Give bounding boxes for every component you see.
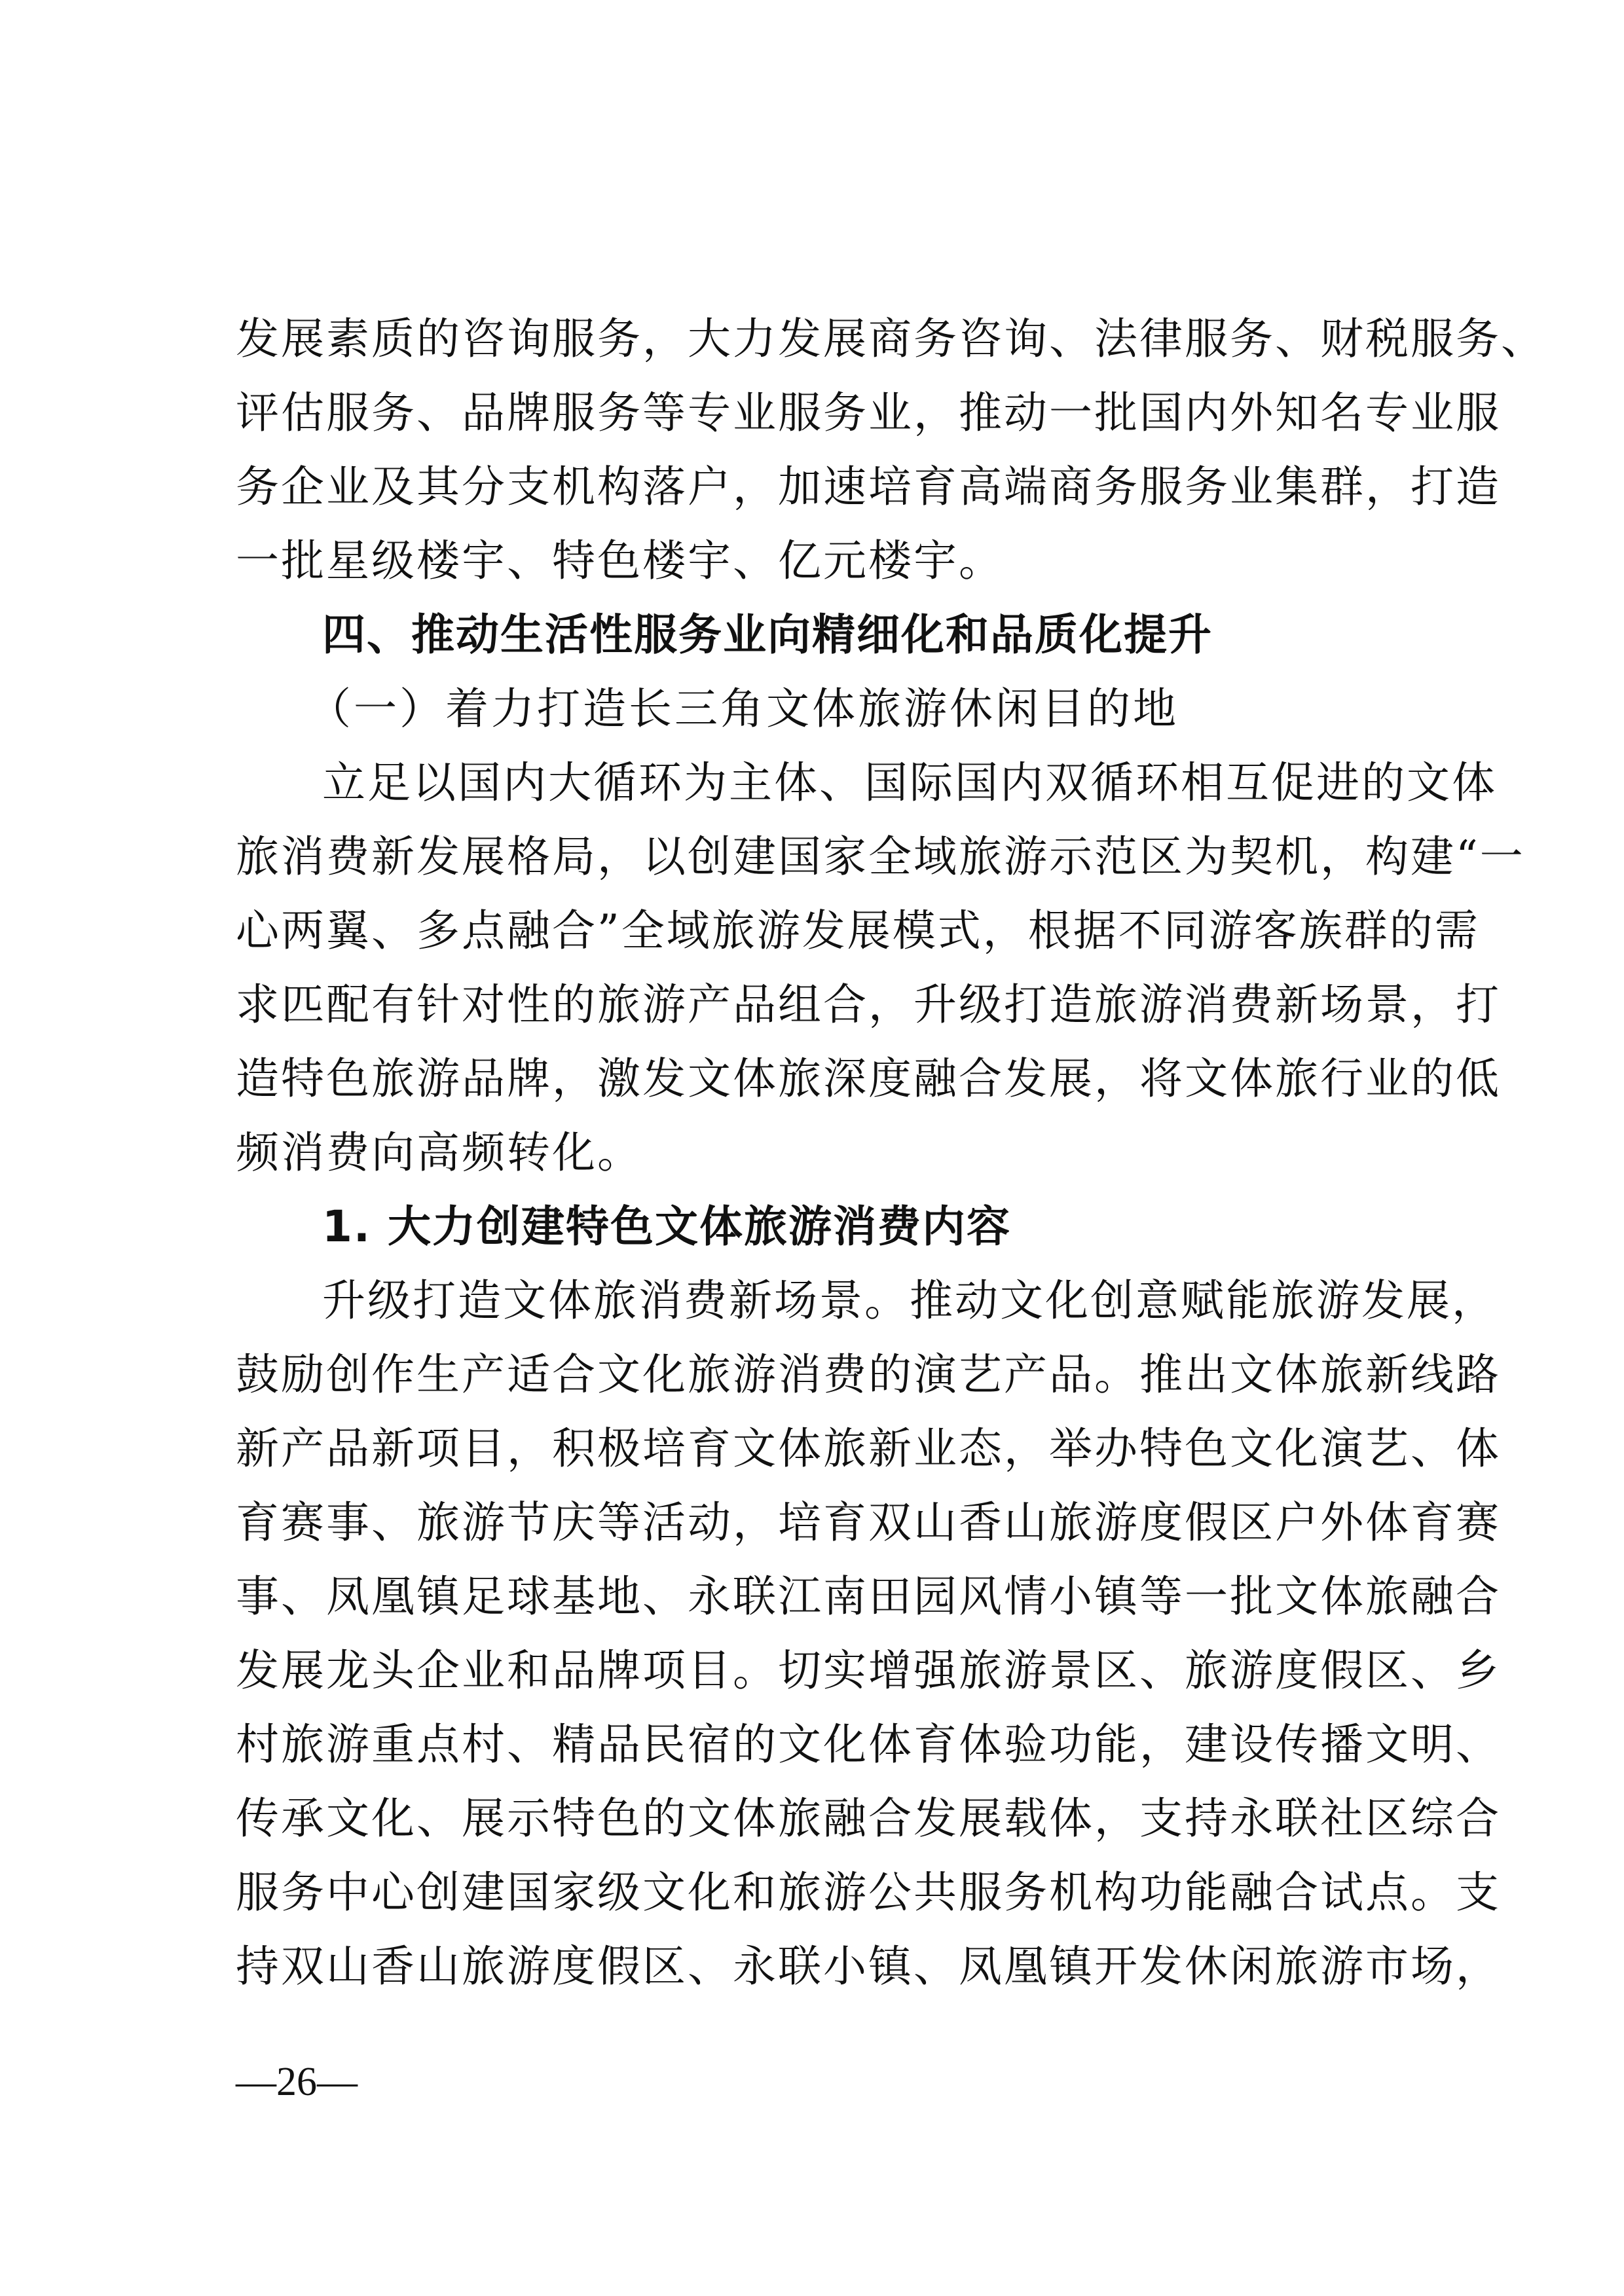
paragraph-3-line-7: 村旅游重点村、精品民宿的文化体育体验功能，建设传播文明、: [236, 1719, 1501, 1770]
paragraph-3-line-5: 事、凤凰镇足球基地、永联江南田园风情小镇等一批文体旅融合: [236, 1571, 1501, 1622]
paragraph-3-line-8: 传承文化、展示特色的文体旅融合发展载体，支持永联社区综合: [236, 1793, 1501, 1844]
paragraph-1-line-3: 务企业及其分支机构落户，加速培育高端商务服务业集群，打造: [236, 462, 1501, 512]
paragraph-2-line-6: 频消费向高频转化。: [236, 1127, 642, 1178]
paragraph-1-line-2: 评估服务、品牌服务等专业服务业，推动一批国内外知名专业服: [236, 388, 1501, 438]
paragraph-3-line-4: 育赛事、旅游节庆等活动，培育双山香山旅游度假区户外体育赛: [236, 1497, 1501, 1548]
section-heading-4: 四、推动生活性服务业向精细化和品质化提升: [322, 610, 1213, 660]
subsection-heading-1: （一）着力打造长三角文体旅游休闲目的地: [308, 683, 1179, 734]
paragraph-2-line-1: 立足以国内大循环为主体、国际国内双循环相互促进的文体: [322, 757, 1497, 808]
paragraph-2-line-2: 旅消费新发展格局，以创建国家全域旅游示范区为契机，构建“一: [236, 831, 1525, 882]
page-number: —26—: [236, 2060, 358, 2104]
paragraph-1-line-4: 一批星级楼宇、特色楼宇、亿元楼宇。: [236, 536, 1004, 586]
item-heading-1: 1. 大力创建特色文体旅游消费内容: [322, 1201, 1011, 1252]
paragraph-3-line-2: 鼓励创作生产适合文化旅游消费的演艺产品。推出文体旅新线路: [236, 1349, 1501, 1400]
paragraph-3-line-3: 新产品新项目，积极培育文体旅新业态，举办特色文化演艺、体: [236, 1423, 1501, 1474]
paragraph-3-line-9: 服务中心创建国家级文化和旅游公共服务机构功能融合试点。支: [236, 1867, 1501, 1918]
paragraph-2-line-3: 心两翼、多点融合”全域旅游发展模式，根据不同游客族群的需: [236, 905, 1480, 956]
paragraph-3-line-1: 升级打造文体旅消费新场景。推动文化创意赋能旅游发展，: [322, 1275, 1497, 1326]
paragraph-1-line-1: 发展素质的咨询服务，大力发展商务咨询、法律服务、财税服务、: [236, 314, 1546, 364]
paragraph-3-line-6: 发展龙头企业和品牌项目。切实增强旅游景区、旅游度假区、乡: [236, 1645, 1501, 1696]
paragraph-3-line-10: 持双山香山旅游度假区、永联小镇、凤凰镇开发休闲旅游市场，: [236, 1941, 1501, 1992]
paragraph-2-line-5: 造特色旅游品牌，激发文体旅深度融合发展，将文体旅行业的低: [236, 1053, 1501, 1104]
paragraph-2-line-4: 求匹配有针对性的旅游产品组合，升级打造旅游消费新场景，打: [236, 979, 1501, 1030]
